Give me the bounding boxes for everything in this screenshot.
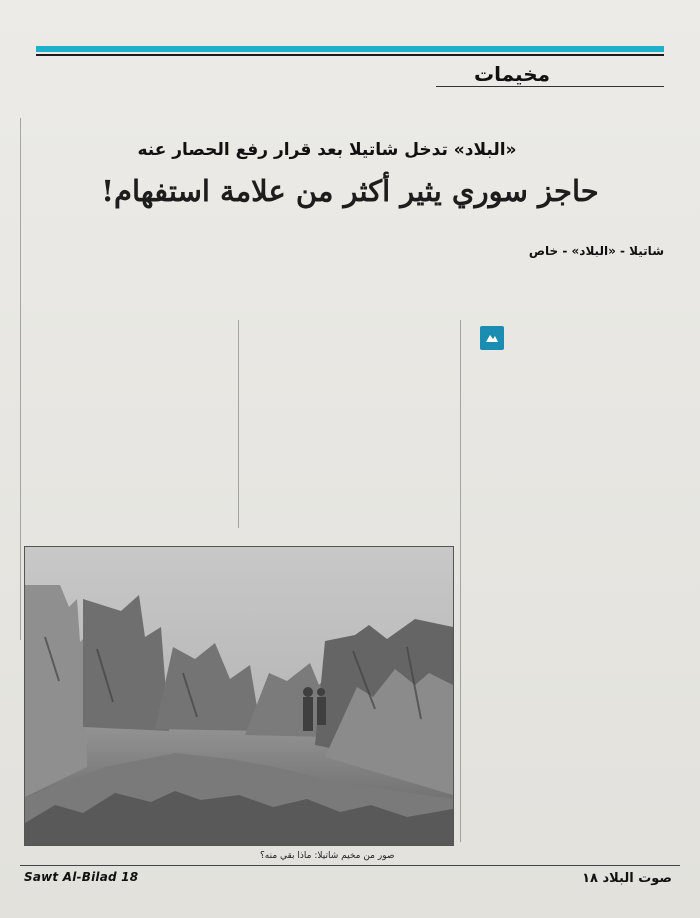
article-subhead: «البلاد» تدخل شاتيلا بعد قرار رفع الحصار عنه (137, 140, 517, 160)
article-byline: شاتيلا - «البلاد» - خاص (528, 244, 664, 258)
footer-rule (20, 865, 680, 866)
top-black-rule (36, 54, 664, 56)
camp-ruins-photo-icon (24, 546, 454, 846)
photo-caption: صور من مخيم شاتيلا: ماذا بقي منه؟ (260, 851, 395, 861)
section-underline (436, 86, 664, 87)
right-text-column (460, 320, 671, 842)
footer-left: Sawt Al-Bilad 18 (24, 870, 139, 884)
top-accent-rule (36, 46, 664, 52)
section-label: مخيمات (474, 62, 550, 86)
middle-text-column (238, 320, 453, 528)
footer-right: صوت البلاد ١٨ (582, 871, 672, 886)
article-headline: حاجز سوري يثير أكثر من علامة استفهام! (101, 174, 599, 208)
